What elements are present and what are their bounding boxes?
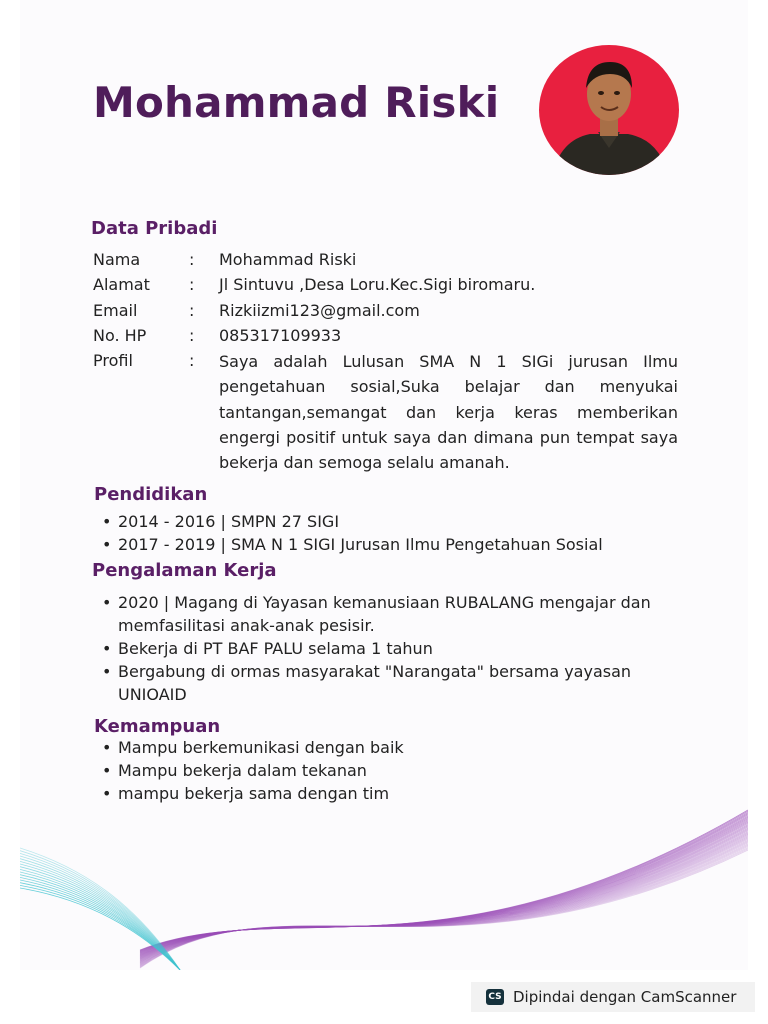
list-item: • 2020 | Magang di Yayasan kemanusiaan RUBALANG mengajar dan memfasilitasi anak-anak pesisir. bbox=[94, 591, 674, 637]
info-label: Alamat bbox=[93, 275, 150, 294]
list-item: • Bekerja di PT BAF PALU selama 1 tahun bbox=[94, 637, 674, 660]
info-colon: : bbox=[189, 326, 195, 345]
wave-line-purple bbox=[140, 831, 748, 960]
section-title-data-pribadi: Data Pribadi bbox=[91, 218, 218, 239]
wave-line-purple bbox=[140, 834, 748, 961]
decorative-waves bbox=[20, 800, 748, 970]
wave-line-purple bbox=[140, 825, 748, 957]
wave-line-purple bbox=[140, 838, 748, 963]
kemampuan-list bbox=[94, 736, 404, 805]
info-colon: : bbox=[189, 301, 195, 320]
info-label: No. HP bbox=[93, 326, 147, 345]
info-colon: : bbox=[189, 275, 195, 294]
list-item: • 2017 - 2019 | SMA N 1 SIGI Jurusan Ilmu Pengetahuan Sosial bbox=[94, 533, 603, 556]
list-item: • 2014 - 2016 | SMPN 27 SIGI bbox=[94, 510, 603, 533]
wave-line-purple bbox=[140, 826, 748, 957]
wave-line-purple bbox=[140, 832, 748, 960]
list-item: • mampu bekerja sama dengan tim bbox=[94, 782, 404, 805]
resume-name: Mohammad Riski bbox=[93, 78, 500, 127]
info-label: Profil bbox=[93, 351, 133, 370]
section-title-pendidikan: Pendidikan bbox=[94, 484, 208, 505]
wave-line-purple bbox=[140, 827, 748, 958]
info-colon: : bbox=[189, 250, 195, 269]
info-value: 085317109933 bbox=[219, 326, 342, 345]
profile-photo bbox=[538, 44, 680, 176]
wave-line-purple bbox=[140, 828, 748, 958]
profil-text: Saya adalah Lulusan SMA N 1 SIGi jurusan Ilmu pengetahuan sosial,Suka belajar dan menyukai tantangan,semangat dan kerja keras memberikan engergi positif untuk saya dan dimana pun tempat saya bekerja dan semoga selalu amanah. bbox=[219, 352, 678, 473]
wave-line-purple bbox=[140, 829, 748, 958]
info-value: Rizkiizmi123@gmail.com bbox=[219, 301, 420, 320]
pengalaman-list bbox=[94, 591, 674, 706]
info-colon: : bbox=[189, 351, 195, 370]
camscanner-text: Dipindai dengan CamScanner bbox=[513, 988, 737, 1006]
list-item: • Mampu berkemunikasi dengan baik bbox=[94, 736, 404, 759]
list-item: • Bergabung di ormas masyarakat "Narangata" bersama yayasan UNIOAID bbox=[94, 660, 674, 706]
wave-line-purple bbox=[140, 833, 748, 960]
info-value: Mohammad Riski bbox=[219, 250, 357, 269]
wave-line-purple bbox=[140, 835, 748, 961]
pendidikan-list bbox=[94, 510, 603, 556]
list-item: • Mampu bekerja dalam tekanan bbox=[94, 759, 404, 782]
wave-line-purple bbox=[140, 812, 748, 951]
wave-line-purple bbox=[140, 840, 748, 963]
wave-line-purple bbox=[140, 823, 748, 956]
wave-line-purple bbox=[140, 837, 748, 962]
info-label: Email bbox=[93, 301, 138, 320]
section-title-kemampuan: Kemampuan bbox=[94, 716, 221, 737]
info-value: Jl Sintuvu ,Desa Loru.Kec.Sigi biromaru. bbox=[219, 275, 536, 294]
camscanner-icon: CS bbox=[486, 989, 504, 1005]
info-label: Nama bbox=[93, 250, 141, 269]
section-title-pengalaman-kerja: Pengalaman Kerja bbox=[92, 560, 277, 581]
camscanner-badge bbox=[471, 982, 755, 1012]
resume-page bbox=[20, 0, 748, 970]
wave-line-purple bbox=[140, 822, 748, 955]
